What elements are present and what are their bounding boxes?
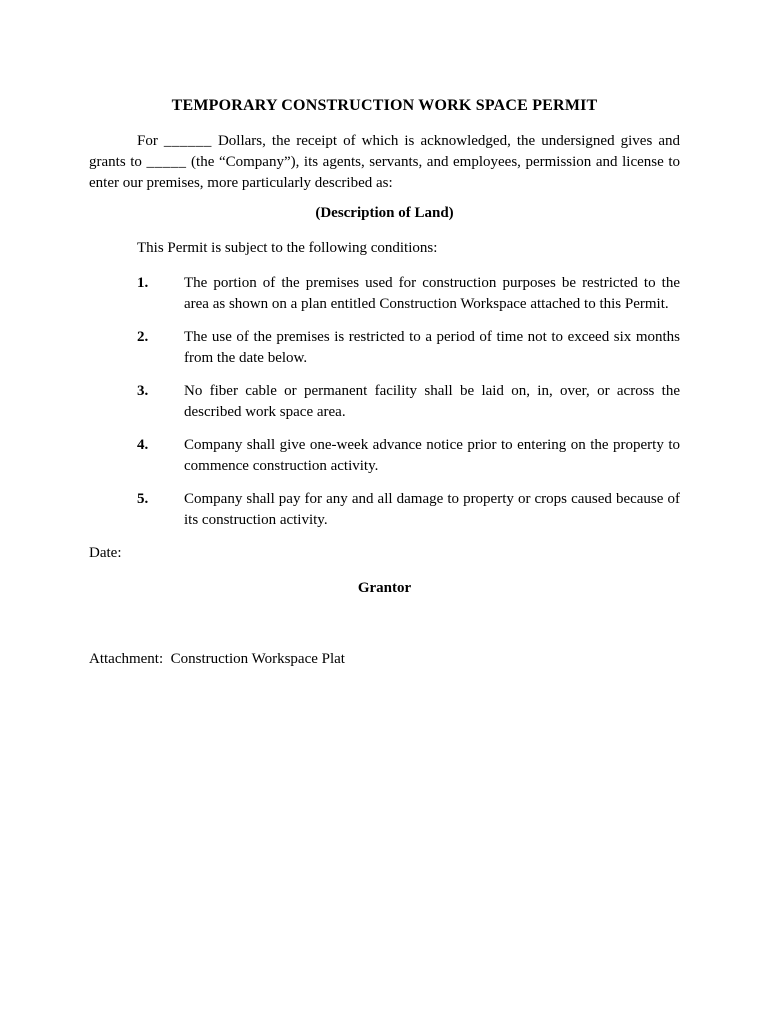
conditions-intro: This Permit is subject to the following conditions: [137, 240, 438, 256]
condition-item-5 [137, 489, 680, 531]
condition-item-4 [137, 435, 680, 477]
condition-number: 2. [137, 329, 149, 345]
date-label: Date: [89, 545, 122, 561]
intro-text-part-2: Dollars, the receipt of which is acknowledged, the undersigned gives and grants to [89, 133, 680, 170]
condition-text: The use of the premises is restricted to a period of time not to exceed six months from the date below. [184, 329, 680, 366]
condition-text: Company shall give one-week advance notice prior to entering on the property to commence construction activity. [184, 437, 680, 474]
condition-number: 1. [137, 275, 149, 291]
description-of-land-heading: (Description of Land) [315, 205, 454, 221]
condition-number: 5. [137, 491, 149, 507]
condition-number: 3. [137, 383, 149, 399]
dollars-blank-field[interactable]: ______ [163, 133, 212, 149]
condition-number: 4. [137, 437, 149, 453]
intro-text-part-1: For [137, 133, 164, 149]
attachment-line: Attachment: Construction Workspace Plat [89, 651, 345, 667]
condition-item-3 [137, 381, 680, 423]
condition-item-2 [137, 327, 680, 369]
condition-item-1 [137, 273, 680, 315]
intro-text-part-3: (the “Company”), its agents, servants, and employees, permission and license to enter our premises, more particularly described as: [89, 154, 681, 191]
company-blank-field[interactable]: _____ [146, 154, 187, 170]
condition-text: The portion of the premises used for construction purposes be restricted to the area as shown on a plan entitled Construction Workspace attached to this Permit. [184, 275, 680, 312]
page-title: TEMPORARY CONSTRUCTION WORK SPACE PERMIT [171, 97, 598, 114]
intro-paragraph [89, 131, 680, 194]
condition-text: No fiber cable or permanent facility shall be laid on, in, over, or across the described work space area. [184, 383, 680, 420]
condition-text: Company shall pay for any and all damage to property or crops caused because of its construction activity. [184, 491, 680, 528]
grantor-label: Grantor [357, 580, 412, 596]
